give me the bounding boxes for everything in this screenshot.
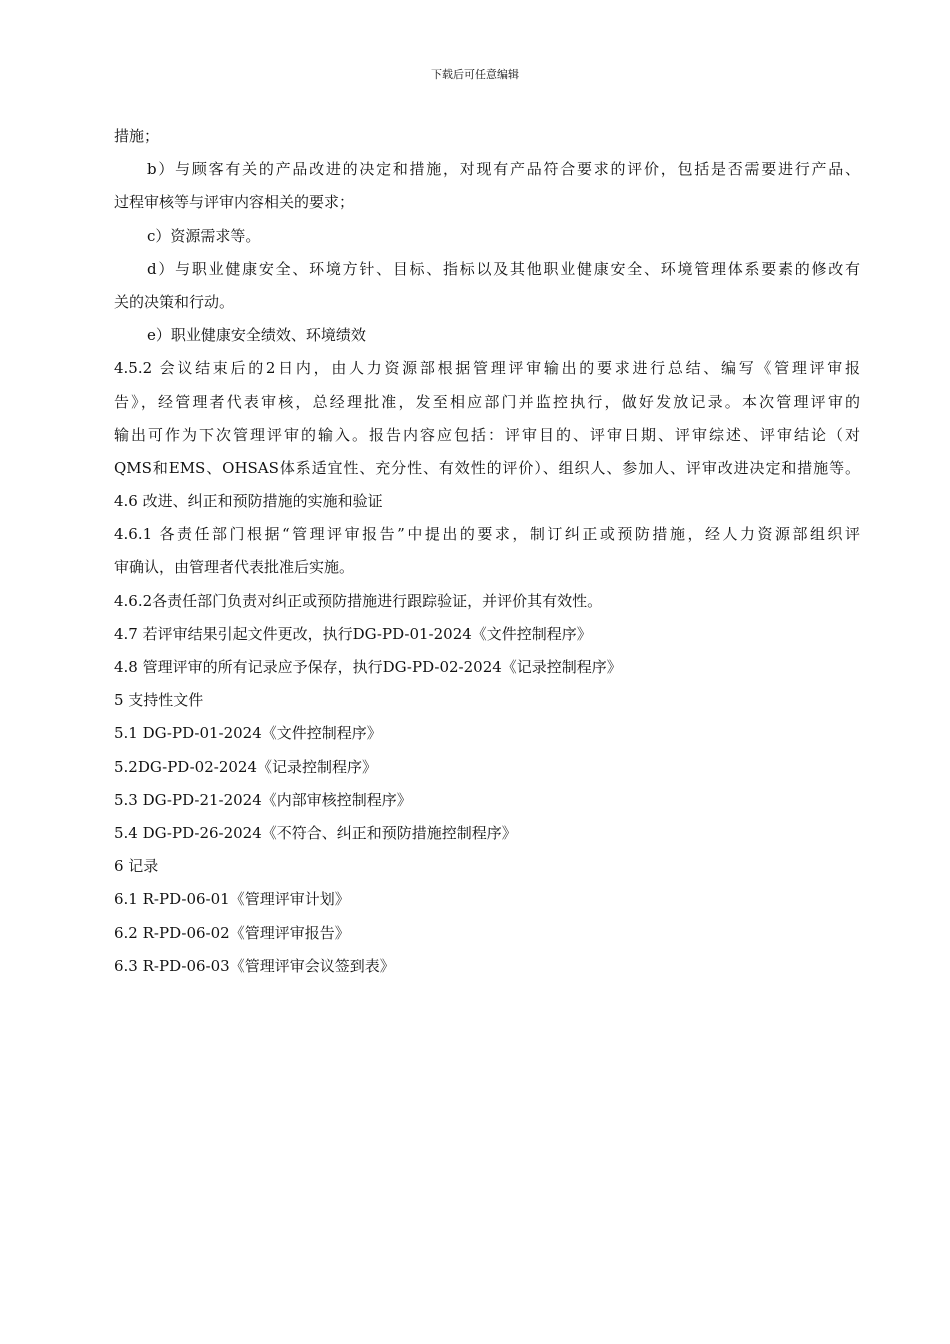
document-line: 4.6.1 各责任部门根据“管理评审报告”中提出的要求，制订纠正或预防措施，经人力资源部组织评	[114, 525, 860, 544]
document-line: 4.8 管理评审的所有记录应予保存，执行DG-PD-02-2024《记录控制程序》	[114, 658, 622, 676]
document-line: 5.3 DG-PD-21-2024《内部审核控制程序》	[114, 790, 412, 809]
document-line: 措施；	[114, 127, 160, 145]
document-line: d）与职业健康安全、环境方针、目标、指标以及其他职业健康安全、环境管理体系要素的修改有	[147, 259, 860, 278]
document-line: 输出可作为下次管理评审的输入。报告内容应包括：评审目的、评审日期、评审综述、评审结论（对	[114, 425, 860, 444]
document-line: 6.3 R-PD-06-03《管理评审会议签到表》	[114, 956, 395, 975]
document-line: 5.1 DG-PD-01-2024《文件控制程序》	[114, 724, 382, 743]
document-line: 过程审核等与评审内容相关的要求；	[114, 193, 355, 212]
document-line: 5 支持性文件	[114, 691, 204, 710]
document-line: b）与顾客有关的产品改进的决定和措施，对现有产品符合要求的评价，包括是否需要进行产品、	[147, 160, 860, 179]
document-line: 6.1 R-PD-06-01《管理评审计划》	[114, 890, 350, 909]
document-line: 5.4 DG-PD-26-2024《不符合、纠正和预防措施控制程序》	[114, 823, 517, 842]
document-line: 4.6 改进、纠正和预防措施的实施和验证	[114, 492, 383, 511]
document-line: 4.7 若评审结果引起文件更改，执行DG-PD-01-2024《文件控制程序》	[114, 624, 592, 643]
document-line: 4.6.2各责任部门负责对纠正或预防措施进行跟踪验证，并评价其有效性。	[114, 591, 603, 610]
page-header-note: 下载后可任意编辑	[431, 68, 519, 81]
document-line: 4.5.2 会议结束后的2日内，由人力资源部根据管理评审输出的要求进行总结、编写《管理评审报	[114, 359, 860, 378]
document-line: 5.2DG-PD-02-2024《记录控制程序》	[114, 757, 378, 776]
document-line: 审确认，由管理者代表批准后实施。	[114, 558, 355, 577]
document-line: QMS和EMS、OHSAS体系适宜性、充分性、有效性的评价）、组织人、参加人、评审改进决定和措施等。	[114, 458, 860, 477]
document-body	[114, 120, 860, 983]
document-line: e）职业健康安全绩效、环境绩效	[147, 326, 366, 345]
document-line: 告》，经管理者代表审核，总经理批准，发至相应部门并监控执行，做好发放记录。本次管理评审的	[114, 392, 860, 411]
document-line: 关的决策和行动。	[114, 292, 235, 311]
document-line: 6.2 R-PD-06-02《管理评审报告》	[114, 923, 350, 942]
document-line: 6 记录	[114, 857, 159, 876]
document-line: c）资源需求等。	[147, 226, 261, 245]
